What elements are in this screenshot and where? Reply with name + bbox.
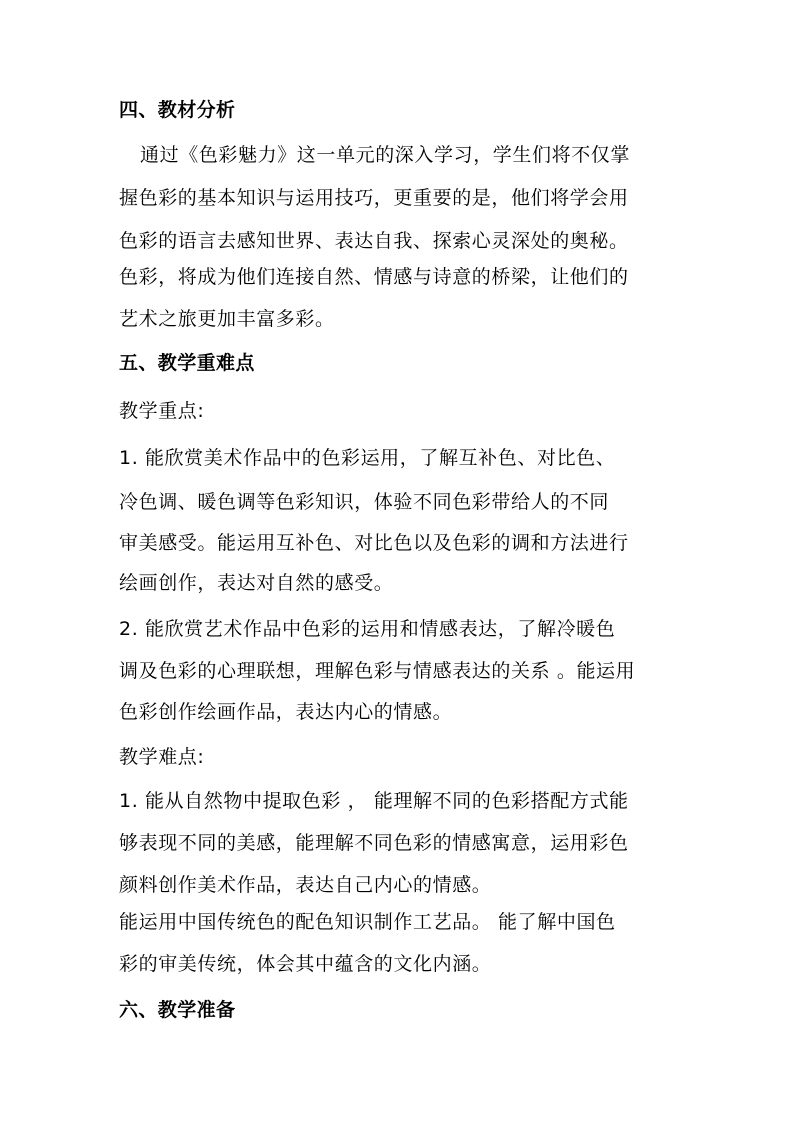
key-point-2-line: 调及色彩的心理联想，理解色彩与情感表达的关系 。能运用 <box>119 660 636 682</box>
difficulty-line: 颜料创作美术作品，表达自己内心的情感。 <box>119 874 492 896</box>
section-4-paragraph-line: 通过《色彩魅力》这一单元的深入学习，学生们将不仅掌 <box>140 144 631 166</box>
section-4-paragraph-line: 握色彩的基本知识与运用技巧，更重要的是，他们将学会用 <box>119 187 629 209</box>
difficulty-line: 彩的审美传统，体会其中蕴含的文化内涵。 <box>119 953 492 975</box>
key-point-1-line: 绘画创作，表达对自然的感受。 <box>119 572 394 594</box>
difficulty-line: 够表现不同的美感，能理解不同色彩的情感寓意，运用彩色 <box>119 832 629 854</box>
section-5-heading: 五、教学重难点 <box>119 352 255 374</box>
section-4-heading: 四、教材分析 <box>119 99 236 121</box>
key-point-2-line: 色彩创作绘画作品，表达内心的情感。 <box>119 701 453 723</box>
section-4-paragraph-line: 色彩，将成为他们连接自然、情感与诗意的桥梁，让他们的 <box>119 266 629 288</box>
key-points-label: 教学重点: <box>119 400 205 422</box>
difficulty-line: 能运用中国传统色的配色知识制作工艺品。 能了解中国色 <box>119 911 616 933</box>
section-6-heading: 六、教学准备 <box>119 999 236 1021</box>
key-point-2-line: 2. 能欣赏艺术作品中色彩的运用和情感表达，了解冷暖色 <box>119 618 616 640</box>
section-4-paragraph-line: 色彩的语言去感知世界、表达自我、探索心灵深处的奥秘。 <box>119 230 629 252</box>
difficulties-label: 教学难点: <box>119 746 205 768</box>
section-4-paragraph-line: 艺术之旅更加丰富多彩。 <box>119 308 335 330</box>
key-point-1-line: 冷色调、暖色调等色彩知识，体验不同色彩带给人的不同 <box>119 491 610 513</box>
key-point-1-line: 1. 能欣赏美术作品中的色彩运用，了解互补色、对比色、 <box>119 447 616 469</box>
difficulty-line: 1. 能从自然物中提取色彩 ， 能理解不同的色彩搭配方式能 <box>119 790 629 812</box>
key-point-1-line: 审美感受。能运用互补色、对比色以及色彩的调和方法进行 <box>119 532 629 554</box>
